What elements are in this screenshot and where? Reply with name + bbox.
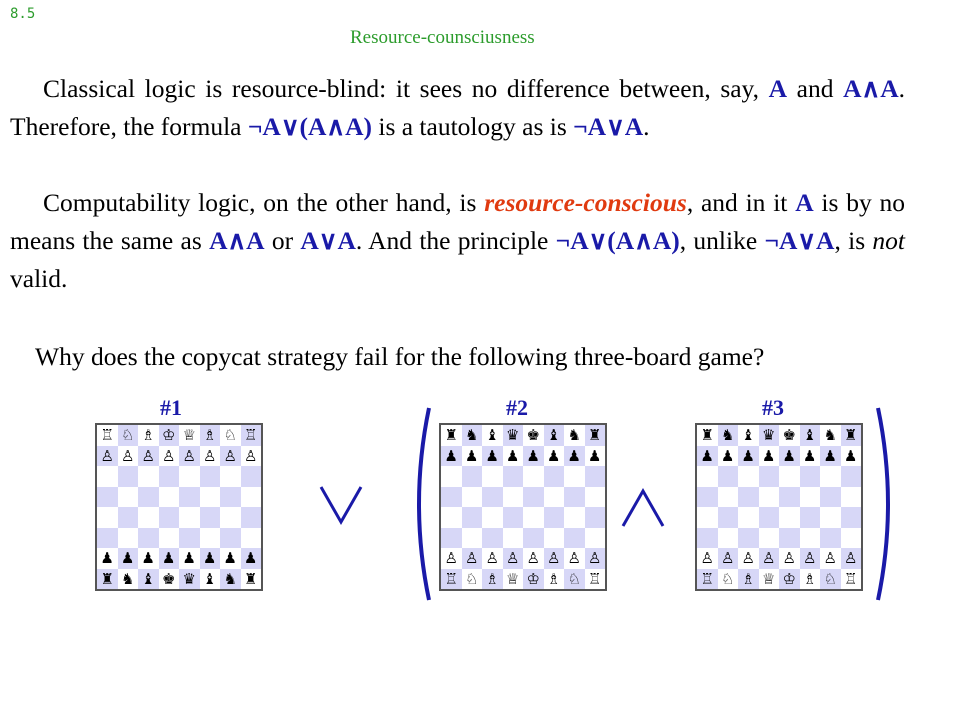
board-square (544, 487, 565, 508)
chess-piece-square: ♙ (97, 446, 118, 467)
board-square (585, 507, 606, 528)
text: is by no means the same as (10, 188, 905, 255)
chess-piece-square: ♟ (564, 446, 585, 467)
board-square (585, 528, 606, 549)
paragraph-classical (10, 70, 905, 146)
board-square (97, 507, 118, 528)
chess-piece-square: ♙ (738, 548, 759, 569)
board-square (544, 507, 565, 528)
chess-board-3 (695, 423, 863, 591)
chess-piece-square: ♜ (697, 425, 718, 446)
chess-piece-square: ♟ (441, 446, 462, 467)
board-square (820, 487, 841, 508)
board-square (220, 528, 241, 549)
or-symbol-icon (318, 484, 364, 526)
board-square (585, 487, 606, 508)
board-square (738, 507, 759, 528)
board-square (118, 528, 139, 549)
board-square (200, 528, 221, 549)
board-square (697, 466, 718, 487)
board-square (718, 528, 739, 549)
board-square (118, 507, 139, 528)
board-square (159, 528, 180, 549)
formula: A∨A (300, 226, 356, 255)
text: . And the principle (355, 226, 556, 255)
board-square (841, 466, 862, 487)
text: is a tautology as is (371, 112, 574, 141)
board-square (779, 528, 800, 549)
chess-piece-square: ♘ (820, 569, 841, 590)
chess-piece-square: ♙ (544, 548, 565, 569)
chess-piece-square: ♜ (441, 425, 462, 446)
chess-piece-square: ♕ (179, 425, 200, 446)
board-square (118, 487, 139, 508)
board-square (759, 466, 780, 487)
chess-piece-square: ♙ (779, 548, 800, 569)
board-square (441, 507, 462, 528)
text: , unlike (679, 226, 765, 255)
chess-piece-square: ♙ (220, 446, 241, 467)
chess-piece-square: ♙ (503, 548, 524, 569)
chess-piece-square: ♗ (200, 425, 221, 446)
board-square (738, 487, 759, 508)
chess-piece-square: ♘ (118, 425, 139, 446)
paragraph-classical-text (10, 70, 905, 146)
board-square (503, 507, 524, 528)
chess-piece-square: ♕ (759, 569, 780, 590)
board-square (482, 528, 503, 549)
board-label-3: #3 (762, 395, 784, 420)
chess-piece-square: ♔ (523, 569, 544, 590)
chess-piece-square: ♙ (820, 548, 841, 569)
formula: ¬A∨(A∧A) (555, 226, 680, 255)
board-square (523, 466, 544, 487)
chess-piece-square: ♜ (841, 425, 862, 446)
board-square (159, 466, 180, 487)
chess-piece-square: ♟ (118, 548, 139, 569)
board-square (718, 487, 739, 508)
chess-piece-square: ♖ (841, 569, 862, 590)
board-square (759, 528, 780, 549)
chess-piece-square: ♝ (482, 425, 503, 446)
board-square (820, 507, 841, 528)
chess-piece-square: ♟ (738, 446, 759, 467)
board-square (462, 528, 483, 549)
text: , and in it (686, 188, 796, 217)
board-square (241, 466, 262, 487)
board-square (718, 507, 739, 528)
board-square (841, 507, 862, 528)
chess-piece-square: ♟ (585, 446, 606, 467)
text: or (264, 226, 301, 255)
board-square (564, 528, 585, 549)
board-square (585, 466, 606, 487)
chess-piece-square: ♟ (779, 446, 800, 467)
chess-piece-square: ♟ (841, 446, 862, 467)
board-square (441, 528, 462, 549)
board-square (718, 466, 739, 487)
chess-piece-square: ♟ (718, 446, 739, 467)
board-square (200, 487, 221, 508)
formula: A (768, 74, 788, 103)
chess-piece-square: ♙ (718, 548, 739, 569)
chess-piece-square: ♝ (200, 569, 221, 590)
chess-board-1 (95, 423, 263, 591)
chess-piece-square: ♘ (462, 569, 483, 590)
chess-piece-square: ♙ (462, 548, 483, 569)
board-square (697, 528, 718, 549)
board-square (544, 466, 565, 487)
chess-piece-square: ♟ (97, 548, 118, 569)
emphasis: resource-conscious (484, 188, 687, 217)
board-label-2: #2 (506, 395, 528, 420)
chess-piece-square: ♔ (779, 569, 800, 590)
chess-piece-square: ♟ (697, 446, 718, 467)
formula: ¬A∨(A∧A) (247, 112, 372, 141)
chess-piece-square: ♔ (159, 425, 180, 446)
question-text: Why does the copycat strategy fail for the following three-board game? (35, 342, 765, 371)
text: and (787, 74, 844, 103)
board-square (800, 507, 821, 528)
chess-piece-square: ♟ (800, 446, 821, 467)
paragraph-computability-text (10, 184, 905, 298)
chess-piece-square: ♜ (97, 569, 118, 590)
chess-piece-square: ♟ (820, 446, 841, 467)
chess-piece-square: ♖ (697, 569, 718, 590)
board-square (482, 487, 503, 508)
board-square (800, 466, 821, 487)
chess-piece-square: ♟ (462, 446, 483, 467)
board-square (759, 507, 780, 528)
chess-piece-square: ♝ (738, 425, 759, 446)
board-square (841, 528, 862, 549)
chess-piece-square: ♟ (759, 446, 780, 467)
board-square (241, 507, 262, 528)
board-square (138, 507, 159, 528)
chess-piece-square: ♞ (564, 425, 585, 446)
chess-piece-square: ♟ (482, 446, 503, 467)
board-square (138, 528, 159, 549)
chess-piece-square: ♜ (241, 569, 262, 590)
board-square (779, 487, 800, 508)
board-square (441, 487, 462, 508)
board-square (200, 466, 221, 487)
chess-piece-square: ♟ (544, 446, 565, 467)
board-square (820, 466, 841, 487)
formula: ¬A∨A (764, 226, 835, 255)
formula: A∧A (209, 226, 265, 255)
chess-piece-square: ♟ (241, 548, 262, 569)
chess-piece-square: ♚ (159, 569, 180, 590)
board-label-1: #1 (160, 395, 182, 420)
board-square (241, 528, 262, 549)
board-square (738, 528, 759, 549)
board-square (159, 507, 180, 528)
text: . (643, 112, 650, 141)
board-square (179, 528, 200, 549)
board-square (159, 487, 180, 508)
chess-piece-square: ♗ (738, 569, 759, 590)
chess-piece-square: ♜ (585, 425, 606, 446)
chess-piece-square: ♙ (523, 548, 544, 569)
slide-number: 8.5 (10, 6, 36, 22)
board-square (138, 487, 159, 508)
left-parenthesis-icon (405, 405, 435, 603)
chess-piece-square: ♟ (503, 446, 524, 467)
board-square (97, 466, 118, 487)
chess-piece-square: ♖ (97, 425, 118, 446)
chess-piece-square: ♙ (564, 548, 585, 569)
chess-piece-square: ♟ (220, 548, 241, 569)
board-square (564, 507, 585, 528)
chess-piece-square: ♞ (220, 569, 241, 590)
formula: A∧A (843, 74, 899, 103)
board-square (97, 528, 118, 549)
emphasis-not: not (872, 226, 906, 255)
and-symbol-icon (620, 487, 666, 529)
chess-piece-square: ♖ (241, 425, 262, 446)
chess-piece-square: ♙ (159, 446, 180, 467)
board-square (220, 487, 241, 508)
chess-piece-square: ♖ (441, 569, 462, 590)
board-square (241, 487, 262, 508)
board-square (697, 507, 718, 528)
board-square (138, 466, 159, 487)
board-square (503, 528, 524, 549)
chess-piece-square: ♙ (841, 548, 862, 569)
chess-piece-square: ♗ (138, 425, 159, 446)
board-square (820, 528, 841, 549)
board-square (800, 487, 821, 508)
chess-piece-square: ♙ (800, 548, 821, 569)
formula: A (795, 188, 814, 217)
chess-piece-square: ♘ (564, 569, 585, 590)
board-square (482, 507, 503, 528)
chess-piece-square: ♙ (759, 548, 780, 569)
board-square (482, 466, 503, 487)
board-square (462, 466, 483, 487)
board-square (544, 528, 565, 549)
board-square (564, 466, 585, 487)
board-square (462, 507, 483, 528)
paragraph-computability (10, 184, 905, 298)
chess-piece-square: ♝ (138, 569, 159, 590)
chess-piece-square: ♝ (800, 425, 821, 446)
board-square (738, 466, 759, 487)
text: , is (834, 226, 873, 255)
board-square (200, 507, 221, 528)
chess-piece-square: ♞ (718, 425, 739, 446)
board-square (441, 466, 462, 487)
chess-piece-square: ♗ (800, 569, 821, 590)
board-square (779, 466, 800, 487)
chess-piece-square: ♟ (200, 548, 221, 569)
board-square (779, 507, 800, 528)
board-square (523, 507, 544, 528)
slide-title-text: Resource-counsciusness (350, 27, 535, 48)
board-square (179, 466, 200, 487)
text: Classical logic is resource-blind: it sees no difference between, say, (43, 74, 769, 103)
board-square (220, 466, 241, 487)
chess-piece-square: ♖ (585, 569, 606, 590)
chess-piece-square: ♗ (482, 569, 503, 590)
chess-piece-square: ♘ (220, 425, 241, 446)
chess-piece-square: ♟ (159, 548, 180, 569)
board-square (523, 528, 544, 549)
chess-piece-square: ♘ (718, 569, 739, 590)
chess-piece-square: ♙ (138, 446, 159, 467)
formula: ¬A∨A (573, 112, 644, 141)
chess-piece-square: ♙ (482, 548, 503, 569)
chess-piece-square: ♝ (544, 425, 565, 446)
chess-piece-square: ♛ (759, 425, 780, 446)
chess-piece-square: ♙ (179, 446, 200, 467)
board-square (179, 507, 200, 528)
board-square (523, 487, 544, 508)
chess-piece-square: ♙ (585, 548, 606, 569)
chess-board-2 (439, 423, 607, 591)
chess-piece-square: ♙ (441, 548, 462, 569)
board-square (97, 487, 118, 508)
chess-piece-square: ♟ (179, 548, 200, 569)
board-square (220, 507, 241, 528)
board-square (800, 528, 821, 549)
board-square (503, 466, 524, 487)
chess-piece-square: ♗ (544, 569, 565, 590)
chess-piece-square: ♕ (503, 569, 524, 590)
chess-piece-square: ♙ (200, 446, 221, 467)
board-square (503, 487, 524, 508)
right-parenthesis-icon (872, 405, 902, 603)
chess-piece-square: ♙ (118, 446, 139, 467)
chess-piece-square: ♟ (138, 548, 159, 569)
chess-piece-square: ♟ (523, 446, 544, 467)
text: . Therefore, the formula (10, 74, 905, 141)
chess-piece-square: ♙ (697, 548, 718, 569)
board-square (118, 466, 139, 487)
chess-piece-square: ♞ (118, 569, 139, 590)
board-square (179, 487, 200, 508)
chess-piece-square: ♚ (523, 425, 544, 446)
board-square (841, 487, 862, 508)
chess-piece-square: ♞ (820, 425, 841, 446)
chess-piece-square: ♙ (241, 446, 262, 467)
chess-piece-square: ♞ (462, 425, 483, 446)
board-square (564, 487, 585, 508)
board-square (759, 487, 780, 508)
text: Computability logic, on the other hand, is (43, 188, 485, 217)
board-square (697, 487, 718, 508)
text: valid. (10, 264, 68, 293)
chess-piece-square: ♛ (503, 425, 524, 446)
chess-piece-square: ♛ (179, 569, 200, 590)
chess-piece-square: ♚ (779, 425, 800, 446)
board-square (462, 487, 483, 508)
